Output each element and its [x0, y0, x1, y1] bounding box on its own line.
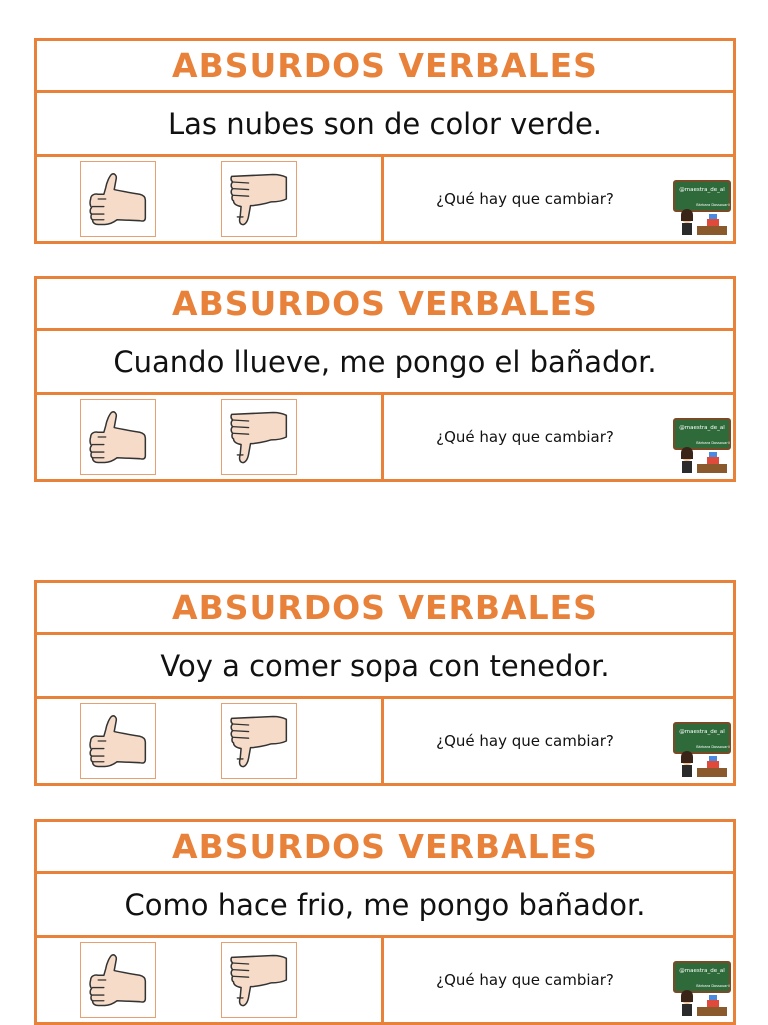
card-sentence: Cuando llueve, me pongo el bañador. [37, 331, 733, 395]
card-answer-row [37, 699, 733, 783]
badge-name: Bárbara Dossouarii [696, 984, 730, 988]
card-answer-row [37, 938, 733, 1022]
badge-name: Bárbara Dossouarii [696, 745, 730, 749]
thumbs-up-option[interactable] [80, 399, 156, 475]
teacher-badge [673, 960, 731, 1018]
teacher-badge [673, 721, 731, 779]
absurdo-card-4 [34, 819, 736, 1025]
thumbs-up-icon [85, 170, 151, 228]
teacher-avatar-icon [673, 179, 731, 237]
card-title: ABSURDOS VERBALES [37, 41, 733, 93]
absurdo-card-3 [34, 580, 736, 786]
absurdo-card-1 [34, 38, 736, 244]
card-sentence: Las nubes son de color verde. [37, 93, 733, 157]
badge-name: Bárbara Dossouarii [696, 203, 730, 207]
badge-name: Bárbara Dossouarii [696, 441, 730, 445]
teacher-avatar-icon [673, 960, 731, 1018]
thumbs-down-option[interactable] [221, 942, 297, 1018]
card-title: ABSURDOS VERBALES [37, 822, 733, 874]
thumbs-down-icon [226, 408, 292, 466]
badge-handle: @maestra_de_al [679, 425, 725, 431]
teacher-badge [673, 417, 731, 475]
thumbs-down-icon [226, 951, 292, 1009]
card-answer-row [37, 157, 733, 241]
thumbs-down-option[interactable] [221, 703, 297, 779]
teacher-avatar-icon [673, 417, 731, 475]
thumbs-up-icon [85, 408, 151, 466]
thumbs-up-option[interactable] [80, 703, 156, 779]
thumbs-down-icon [226, 170, 292, 228]
thumbs-up-option[interactable] [80, 942, 156, 1018]
card-question: ¿Qué hay que cambiar? [436, 190, 614, 208]
teacher-badge [673, 179, 731, 237]
thumbs-down-option[interactable] [221, 399, 297, 475]
card-answer-row [37, 395, 733, 479]
card-sentence: Como hace frio, me pongo bañador. [37, 874, 733, 938]
badge-handle: @maestra_de_al [679, 187, 725, 193]
thumbs-up-option[interactable] [80, 161, 156, 237]
badge-handle: @maestra_de_al [679, 729, 725, 735]
teacher-avatar-icon [673, 721, 731, 779]
card-question: ¿Qué hay que cambiar? [436, 732, 614, 750]
card-question: ¿Qué hay que cambiar? [436, 971, 614, 989]
thumbs-up-icon [85, 712, 151, 770]
absurdo-card-2 [34, 276, 736, 482]
card-sentence: Voy a comer sopa con tenedor. [37, 635, 733, 699]
thumbs-up-icon [85, 951, 151, 1009]
card-title: ABSURDOS VERBALES [37, 583, 733, 635]
thumbs-down-icon [226, 712, 292, 770]
card-question: ¿Qué hay que cambiar? [436, 428, 614, 446]
badge-handle: @maestra_de_al [679, 968, 725, 974]
thumbs-down-option[interactable] [221, 161, 297, 237]
card-title: ABSURDOS VERBALES [37, 279, 733, 331]
